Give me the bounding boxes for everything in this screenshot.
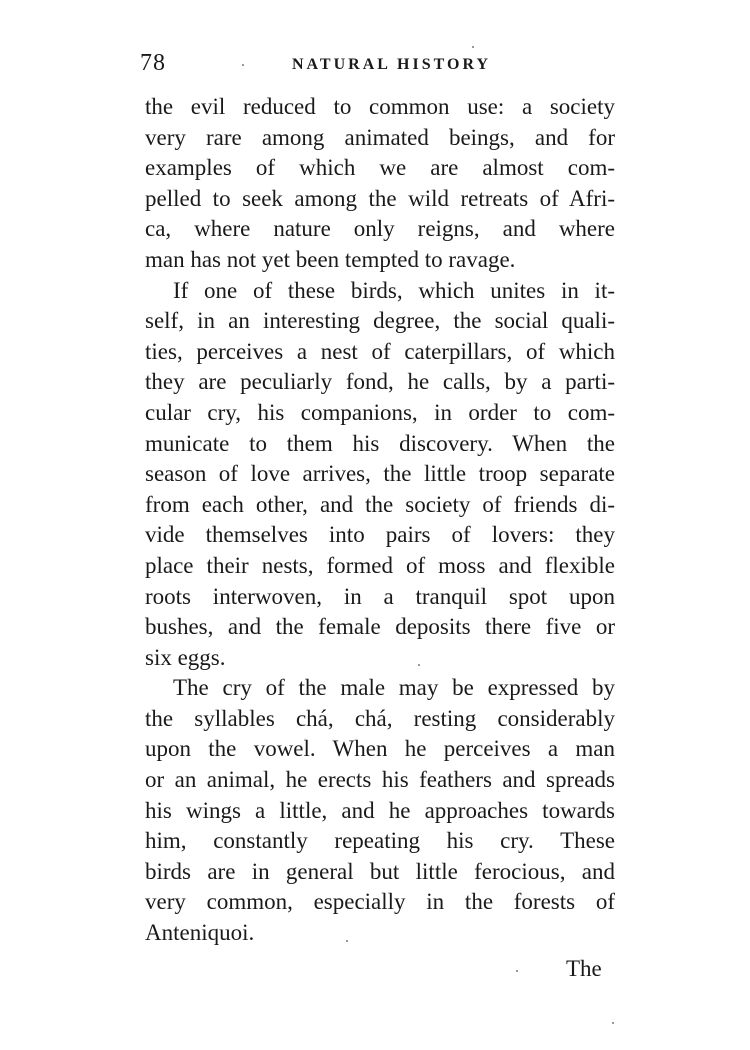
paper-speck (516, 970, 518, 972)
paragraph-2 (145, 276, 615, 674)
text-line: birds are in general but little ferocious, and (145, 858, 615, 884)
running-head (140, 50, 610, 80)
text-line: the syllables chá, chá, resting considerably (145, 705, 615, 731)
text-line: ca, where nature only reigns, and where (145, 216, 615, 242)
paragraph-3 (145, 673, 615, 948)
text-line: from each other, and the society of friends di- (145, 491, 615, 517)
paper-speck (242, 64, 244, 66)
text-line: the evil reduced to common use: a society (145, 94, 615, 119)
text-line: place their nests, formed of moss and flexible (145, 552, 615, 578)
text-line: or an animal, he erects his feathers and spreads (145, 767, 615, 793)
text-line: pelled to seek among the wild retreats of Afri- (145, 185, 615, 211)
text-line: very common, especially in the forests of (145, 889, 615, 915)
running-title: NATURAL HISTORY (292, 56, 491, 73)
text-line: The cry of the male may be expressed by (173, 675, 615, 701)
text-line: man has not yet been tempted to ravage. (145, 246, 516, 272)
text-line: Anteniquoi. (145, 920, 255, 946)
paper-speck (418, 664, 420, 666)
paper-speck (472, 46, 474, 48)
paper-speck (612, 1022, 614, 1024)
text-line: very rare among animated beings, and for (145, 124, 615, 150)
page-number: 78 (140, 50, 166, 76)
text-line: vide themselves into pairs of lovers: they (145, 522, 615, 548)
text-line: cular cry, his companions, in order to com- (145, 399, 615, 425)
text-line: they are peculiarly fond, he calls, by a parti- (145, 369, 615, 395)
text-line: his wings a little, and he approaches towards (145, 797, 615, 823)
text-line: examples of which we are almost com- (145, 155, 615, 181)
text-line: self, in an interesting degree, the social quali- (145, 308, 615, 334)
catchword: The (566, 956, 602, 981)
body-text (145, 92, 615, 949)
text-line: ties, perceives a nest of caterpillars, of which (145, 338, 615, 364)
text-line: him, constantly repeating his cry. These (145, 828, 615, 854)
paper-speck (346, 940, 348, 942)
text-line: If one of these birds, which unites in it- (173, 277, 615, 303)
text-line: upon the vowel. When he perceives a man (145, 736, 615, 762)
text-line: bushes, and the female deposits there five or (145, 614, 615, 640)
text-line: season of love arrives, the little troop separate (145, 461, 615, 487)
text-line: six eggs. (145, 644, 226, 670)
text-line: roots interwoven, in a tranquil spot upon (145, 583, 615, 609)
paragraph-1 (145, 92, 615, 276)
text-line: municate to them his discovery. When the (145, 430, 615, 456)
